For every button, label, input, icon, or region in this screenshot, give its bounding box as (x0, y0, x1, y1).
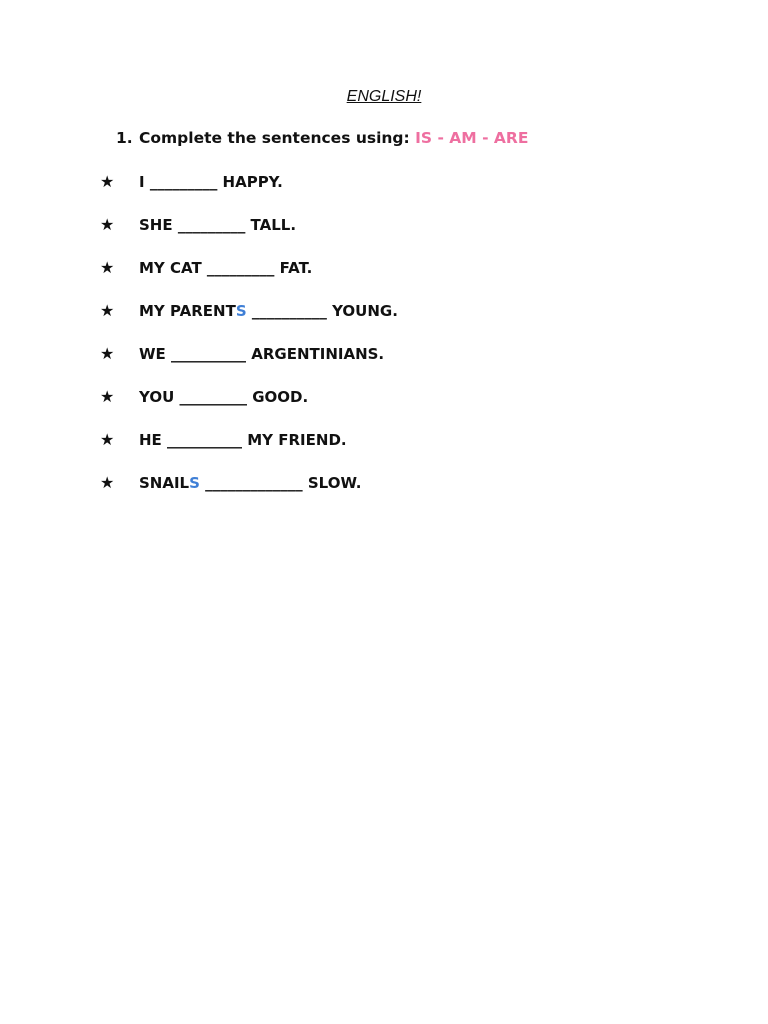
list-item (100, 215, 398, 258)
instruction-highlight: IS - AM - ARE (415, 129, 529, 147)
star-icon: ★ (100, 387, 115, 406)
star-icon: ★ (100, 473, 115, 492)
sentence: WE __________ ARGENTINIANS. (139, 345, 385, 363)
list-item (100, 473, 398, 516)
star-icon: ★ (100, 215, 115, 234)
sentence: SNAILS _____________ SLOW. (139, 474, 362, 492)
sentence: SHE _________ TALL. (139, 216, 297, 234)
list-item (100, 387, 398, 430)
star-icon: ★ (100, 301, 115, 320)
sentence: HE __________ MY FRIEND. (139, 431, 347, 449)
sentence: I _________ HAPPY. (139, 173, 283, 191)
star-icon: ★ (100, 172, 115, 191)
list-item (100, 172, 398, 215)
list-item (100, 344, 398, 387)
instruction (116, 128, 528, 148)
star-icon: ★ (100, 344, 115, 363)
instruction-text: Complete the sentences using: (139, 129, 416, 147)
list-item (100, 258, 398, 301)
star-icon: ★ (100, 430, 115, 449)
sentence: YOU _________ GOOD. (139, 388, 309, 406)
list-item (100, 301, 398, 344)
sentence-list (100, 172, 398, 516)
star-icon: ★ (100, 258, 115, 277)
sentence: MY CAT _________ FAT. (139, 259, 313, 277)
page-title: ENGLISH! (346, 88, 422, 105)
instruction-number: 1. (116, 129, 133, 147)
list-item (100, 430, 398, 473)
sentence: MY PARENTS __________ YOUNG. (139, 302, 398, 320)
